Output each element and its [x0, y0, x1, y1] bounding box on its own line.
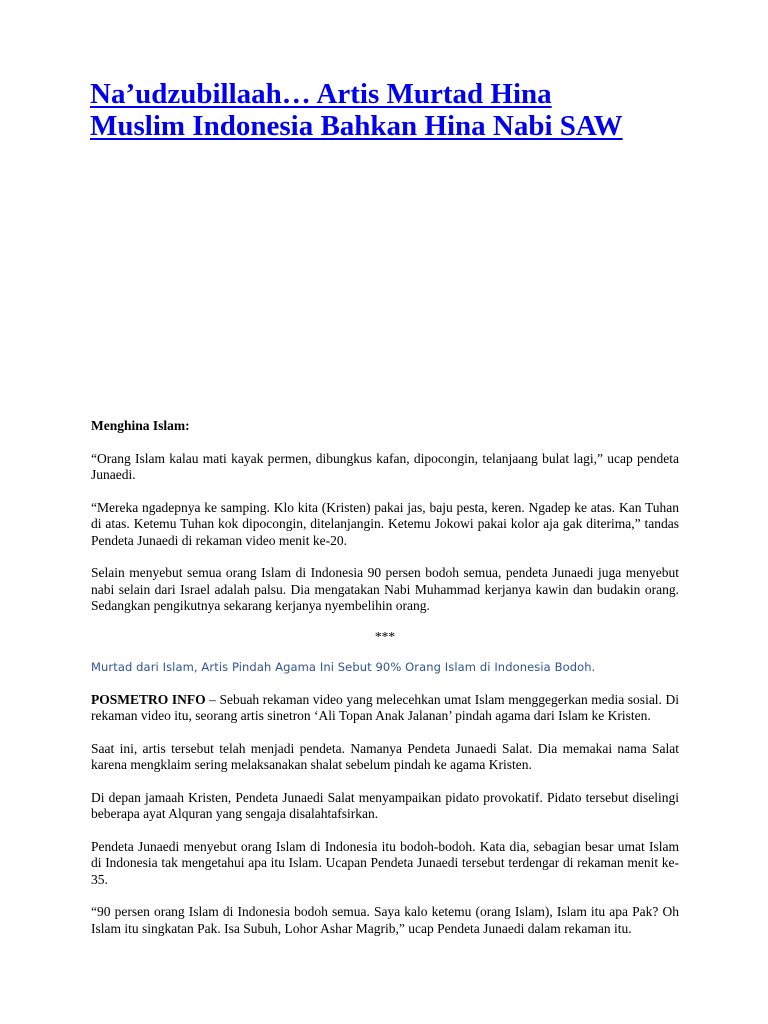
paragraph: Pendeta Junaedi menyebut orang Islam di Indonesia itu bodoh-bodoh. Kata dia, sebagian besar umat Islam di Indonesia tak mengetahui apa itu Islam. Ucapan Pendeta Junaedi tersebut terdengar di rekaman menit ke-35.	[91, 838, 679, 887]
paragraph: Selain menyebut semua orang Islam di Indonesia 90 persen bodoh semua, pendeta Junaedi juga menyebut nabi selain dari Israel adalah palsu. Dia mengatakan Nabi Muhammad kerjanya kawin dan budakin orang. Sedangkan pengikutnya sekarang kerjanya nyembelihin orang.	[91, 565, 679, 613]
paragraph: “90 persen orang Islam di Indonesia bodoh semua. Saya kalo ketemu (orang Islam), Islam itu apa Pak? Oh Islam itu singkatan Pak. Isa Subuh, Lohor Ashar Magrib,” ucap Pendeta Junaedi dalam rekaman itu.	[91, 904, 679, 936]
article-title-link[interactable]	[90, 78, 690, 142]
paragraph: “Orang Islam kalau mati kayak permen, dibungkus kafan, dipocongin, telanjaang bulat lagi,” ucap pendeta Junaedi.	[91, 450, 679, 482]
paragraph: Di depan jamaah Kristen, Pendeta Junaedi Salat menyampaikan pidato provokatif. Pidato tersebut diselingi beberapa ayat Alquran yang sengaja disalahtafsirkan.	[91, 789, 679, 821]
lead-text: – Sebuah rekaman video yang melecehkan umat Islam menggegerkan media sosial. Di rekaman video itu, seorang artis sinetron ‘Ali Topan Anak Jalanan’ pindah agama dari Islam ke Kristen.	[91, 691, 679, 723]
section-heading: Menghina Islam:	[91, 418, 190, 433]
lead-paragraph	[91, 692, 679, 725]
title-line-1[interactable]: Na’udzubillaah… Artis Murtad Hina	[90, 78, 552, 110]
article-body	[91, 418, 679, 953]
subheading: Murtad dari Islam, Artis Pindah Agama Ini Sebut 90% Orang Islam di Indonesia Bodoh.	[91, 660, 596, 674]
separator: ***	[374, 628, 396, 644]
title-line-2[interactable]: Muslim Indonesia Bahkan Hina Nabi SAW	[90, 110, 623, 142]
lead-label: POSMETRO INFO	[91, 691, 206, 707]
paragraph: Saat ini, artis tersebut telah menjadi pendeta. Namanya Pendeta Junaedi Salat. Dia memakai nama Salat karena mengklaim sering melaksanakan shalat sebelum pindah ke agama Kristen.	[91, 740, 679, 772]
paragraph: “Mereka ngadepnya ke samping. Klo kita (Kristen) pakai jas, baju pesta, keren. Ngadep ke atas. Kan Tuhan di atas. Ketemu Tuhan kok dipocongin, ditelanjangin. Ketemu Jokowi pakai kolor aja gak diterima,” tandas Pendeta Junaedi di rekaman video menit ke-20.	[91, 499, 679, 548]
